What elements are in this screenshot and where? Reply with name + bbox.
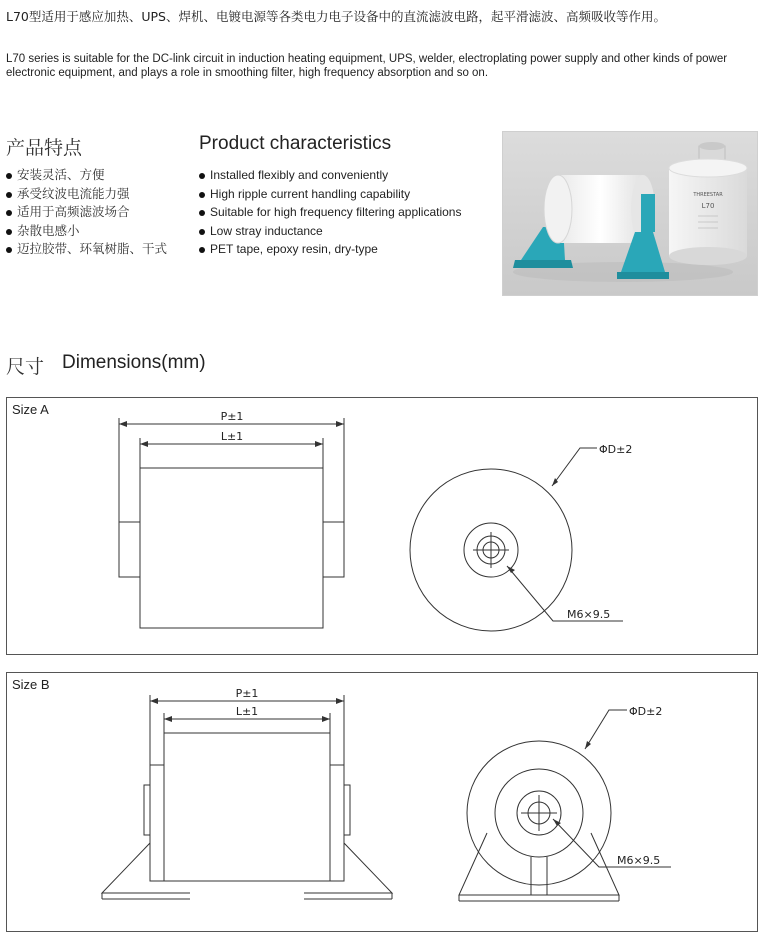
list-item: 安装灵活、方便: [6, 166, 167, 185]
size-a-p-label: P±1: [220, 410, 244, 423]
list-item: Suitable for high frequency filtering applications: [199, 203, 461, 222]
size-b-p-label: P±1: [235, 687, 259, 700]
size-a-thread-label: M6×9.5: [567, 608, 611, 621]
list-item: 承受纹波电流能力强: [6, 185, 167, 204]
size-a-label: Size A: [12, 402, 49, 417]
list-item: 迈拉胶带、环氧树脂、干式: [6, 240, 167, 259]
dimensions-title-cn: 尺寸: [6, 356, 45, 378]
list-item: High ripple current handling capability: [199, 185, 461, 204]
size-a-panel: [6, 397, 758, 655]
list-item: Low stray inductance: [199, 222, 461, 241]
product-photo: [502, 131, 758, 296]
photo-brand-text: THREESTAR: [693, 192, 723, 198]
size-b-body: [164, 733, 330, 881]
list-item: Installed flexibly and conveniently: [199, 166, 461, 185]
size-b-l-label: L±1: [235, 705, 259, 718]
characteristics-heading-cn: 产品特点: [6, 137, 83, 159]
size-b-d-label: ΦD±2: [629, 705, 663, 718]
size-b-drawing: [7, 673, 757, 931]
size-b-thread-label: M6×9.5: [617, 854, 661, 867]
characteristics-heading-en: Product characteristics: [199, 133, 392, 154]
intro-en: L70 series is suitable for the DC-link circuit in induction heating equipment, UPS, welder, electroplating power supply and other kinds of power electronic equipment, and plays a role in smoothing filter, high frequency absorption and so on.: [6, 53, 728, 79]
size-a-body: [140, 468, 323, 628]
characteristics-list-cn: [6, 166, 167, 259]
size-a-l-label: L±1: [220, 430, 244, 443]
capacitor-illustration: [503, 132, 757, 295]
photo-model-text: L70: [701, 202, 715, 210]
size-a-drawing: [7, 398, 757, 654]
characteristics-list-en: [199, 166, 461, 259]
intro-cn: L70型适用于感应加热、UPS、焊机、电镀电源等各类电力电子设备中的直流滤波电路，起平滑滤波、高频吸收等作用。: [6, 9, 666, 24]
list-item: 杂散电感小: [6, 222, 167, 241]
list-item: 适用于高频滤波场合: [6, 203, 167, 222]
dimensions-title-en: Dimensions(mm): [62, 352, 206, 373]
size-a-d-label: ΦD±2: [599, 443, 633, 456]
list-item: PET tape, epoxy resin, dry-type: [199, 240, 461, 259]
size-b-label: Size B: [12, 677, 50, 692]
size-b-panel: [6, 672, 758, 932]
